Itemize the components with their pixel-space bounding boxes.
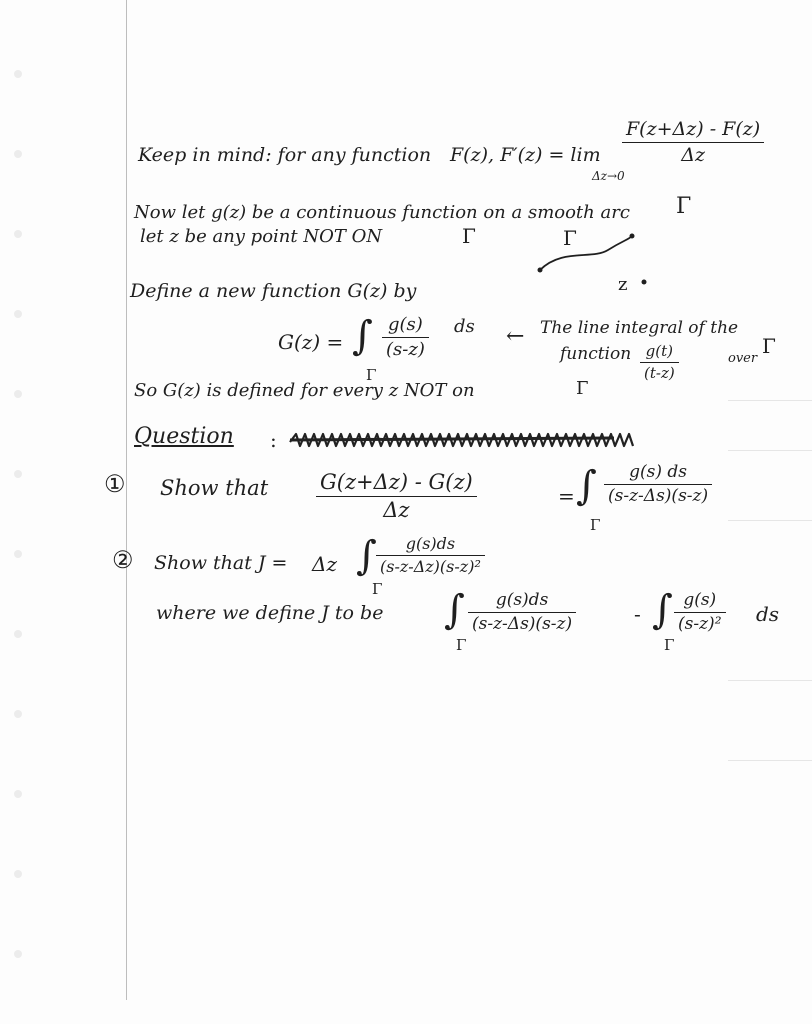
q1-integral-subscript: Γ bbox=[590, 516, 601, 534]
line6-fraction2 bbox=[674, 592, 726, 633]
line6-integral1-subscript: Γ bbox=[456, 636, 467, 654]
fraction-bar bbox=[468, 612, 576, 613]
line6-fraction2-numerator: g(s) bbox=[683, 590, 717, 610]
q1-rhs-denominator: (s-z-Δs)(s-z) bbox=[608, 486, 709, 506]
q2-integral-subscript: Γ bbox=[372, 580, 383, 598]
binder-hole bbox=[14, 230, 22, 238]
line2-text: Now let g(z) be a continuous function on a smooth arc bbox=[134, 202, 630, 223]
q2-lead: Show that J = bbox=[154, 552, 288, 574]
q1-lhs-numerator: G(z+Δz) - G(z) bbox=[320, 470, 473, 494]
note-denominator: (t-z) bbox=[644, 364, 675, 382]
binder-hole bbox=[14, 870, 22, 878]
question-heading: Question bbox=[134, 424, 234, 449]
binder-hole bbox=[14, 710, 22, 718]
note-function-label: function bbox=[560, 344, 632, 364]
note-line1: The line integral of the bbox=[540, 318, 739, 338]
q2-delta-z: Δz bbox=[312, 552, 337, 576]
binder-hole bbox=[14, 630, 22, 638]
fraction-bar bbox=[640, 362, 679, 363]
line1-lead: Keep in mind: for any function bbox=[138, 144, 432, 166]
line2-gamma: Γ bbox=[676, 194, 692, 219]
line6-fraction1-denominator: (s-z-Δs)(s-z) bbox=[472, 614, 573, 634]
q1-number: ① bbox=[104, 470, 126, 498]
fraction-bar bbox=[376, 555, 485, 556]
q1-rhs-numerator: g(s) ds bbox=[629, 462, 687, 482]
ruled-line bbox=[728, 400, 812, 401]
q2-integral-sign: ∫ bbox=[356, 533, 377, 579]
q1-lhs-denominator: Δz bbox=[383, 498, 410, 522]
line6-ds: ds bbox=[756, 602, 780, 626]
line5-text: So G(z) is defined for every z NOT on bbox=[134, 380, 475, 401]
q1-integral-sign: ∫ bbox=[576, 463, 597, 509]
q1-rhs-fraction bbox=[604, 464, 712, 505]
line6-fraction1-numerator: g(s)ds bbox=[495, 590, 549, 610]
line3-text: let z be any point NOT ON bbox=[140, 226, 383, 247]
line6-fraction1 bbox=[468, 592, 576, 633]
definition-integral-subscript: Γ bbox=[366, 366, 377, 384]
limit-subscript: Δz→0 bbox=[592, 169, 625, 183]
q1-equals: = bbox=[558, 484, 575, 508]
derivative-fraction bbox=[622, 120, 764, 165]
ruled-line bbox=[728, 520, 812, 521]
left-arrow: ← bbox=[506, 324, 525, 349]
q1-lhs-fraction bbox=[316, 472, 477, 521]
margin-line bbox=[126, 0, 127, 1000]
binder-hole bbox=[14, 790, 22, 798]
ruled-line bbox=[728, 760, 812, 761]
line1-expression: F(z), F′(z) = lim bbox=[450, 144, 601, 166]
q2-number: ② bbox=[112, 546, 134, 574]
binder-hole bbox=[14, 310, 22, 318]
definition-ds: ds bbox=[454, 316, 475, 337]
derivative-denominator: Δz bbox=[681, 144, 705, 166]
line6-minus: - bbox=[634, 602, 641, 626]
q2-fraction bbox=[376, 536, 485, 575]
fraction-bar bbox=[316, 496, 477, 497]
binder-hole bbox=[14, 390, 22, 398]
ruled-line bbox=[728, 450, 812, 451]
line6-integral2-subscript: Γ bbox=[664, 636, 675, 654]
binder-hole bbox=[14, 70, 22, 78]
derivative-numerator: F(z+Δz) - F(z) bbox=[626, 118, 761, 140]
scribbled-out-text bbox=[288, 428, 618, 452]
binder-hole bbox=[14, 150, 22, 158]
note-gamma: Γ bbox=[762, 334, 776, 358]
binder-hole bbox=[14, 470, 22, 478]
fraction-bar bbox=[674, 612, 726, 613]
definition-denominator: (s-z) bbox=[386, 339, 425, 360]
ruled-line bbox=[728, 680, 812, 681]
note-numerator: g(t) bbox=[645, 342, 674, 360]
q2-denominator: (s-z-Δz)(s-z)² bbox=[380, 557, 481, 576]
definition-fraction bbox=[382, 316, 429, 359]
fraction-bar bbox=[382, 337, 429, 338]
sketch-gamma-label: Γ bbox=[563, 226, 577, 250]
fraction-bar bbox=[604, 484, 712, 485]
question-colon: : bbox=[270, 428, 277, 452]
definition-integral-sign: ∫ bbox=[352, 313, 373, 359]
line3-gamma: Γ bbox=[462, 224, 476, 248]
smooth-arc-sketch bbox=[532, 226, 652, 286]
note-over: over bbox=[728, 351, 758, 366]
point-z-dot bbox=[640, 278, 648, 286]
note-fraction bbox=[640, 344, 679, 381]
line6-integral1-sign: ∫ bbox=[444, 587, 465, 633]
line6-fraction2-denominator: (s-z)² bbox=[678, 614, 722, 634]
definition-lhs: G(z) = bbox=[278, 330, 344, 354]
binder-hole bbox=[14, 550, 22, 558]
line5-gamma: Γ bbox=[576, 378, 589, 399]
q2-numerator: g(s)ds bbox=[405, 534, 456, 553]
binder-hole bbox=[14, 950, 22, 958]
definition-numerator: g(s) bbox=[388, 314, 423, 335]
q1-lead: Show that bbox=[160, 476, 269, 500]
line4-text: Define a new function G(z) by bbox=[130, 280, 417, 302]
fraction-bar bbox=[622, 142, 764, 143]
line6-lead: where we define J to be bbox=[156, 602, 384, 624]
line6-integral2-sign: ∫ bbox=[652, 587, 673, 633]
sketch-z-label: z bbox=[618, 274, 628, 295]
